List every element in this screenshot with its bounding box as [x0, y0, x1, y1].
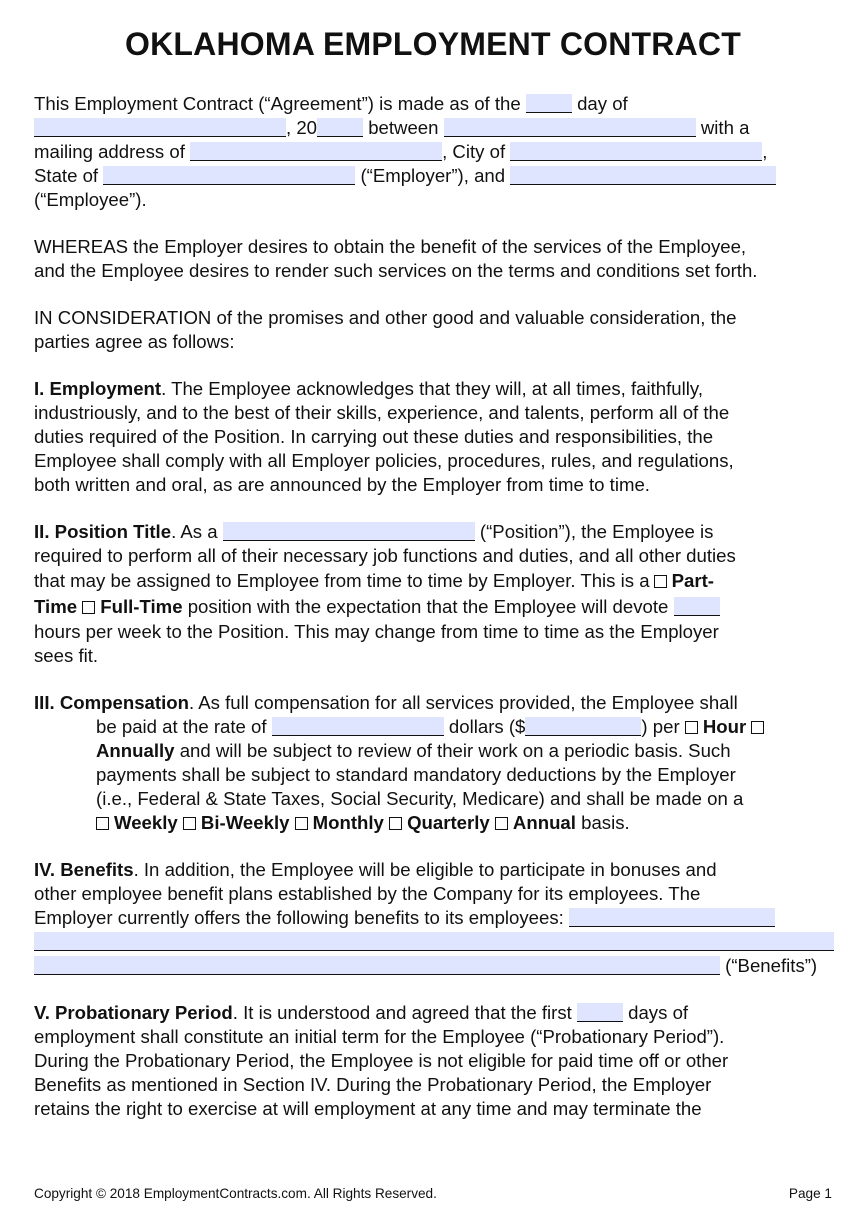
position-field[interactable] — [223, 522, 475, 541]
section-employment-line — [34, 377, 834, 401]
section-employment-line: both written and oral, as are announced by the Employer from time to time. — [34, 474, 650, 495]
quarterly-checkbox[interactable] — [389, 817, 402, 830]
intro-text: , — [762, 141, 768, 162]
section-employment-line: industriously, and to the best of their skills, experience, and talents, perform all of the — [34, 402, 730, 423]
state-field[interactable] — [103, 166, 355, 185]
section-position-line: sees fit. — [34, 645, 99, 666]
section-compensation-line — [34, 691, 834, 715]
weekly-label: Weekly — [114, 812, 178, 833]
copyright-text: Copyright © 2018 EmploymentContracts.com. All Rights Reserved. — [34, 1186, 437, 1201]
section-heading: IV. Benefits — [34, 859, 134, 880]
section-text: position with the expectation that the Employee will devote — [187, 596, 669, 617]
probation-days-field[interactable] — [577, 1003, 623, 1022]
section-text: dollars ($ — [448, 716, 526, 737]
intro-line-1 — [34, 92, 834, 116]
section-benefits-line — [34, 906, 834, 930]
intro-line-2 — [34, 116, 834, 140]
section-heading: V. Probationary Period — [34, 1002, 233, 1023]
intro-text: State of — [34, 165, 99, 186]
month-field[interactable] — [34, 118, 286, 137]
section-text: . As a — [171, 521, 218, 542]
section-compensation-line — [34, 739, 834, 763]
section-benefits-line: other employee benefit plans established by the Company for its employees. The — [34, 883, 701, 904]
section-compensation-line — [34, 715, 834, 739]
city-field[interactable] — [510, 142, 762, 161]
biweekly-checkbox[interactable] — [183, 817, 196, 830]
section-position-line — [34, 568, 834, 594]
section-position-line: required to perform all of their necessary job functions and duties, and all other duties — [34, 545, 736, 566]
year-field[interactable] — [317, 118, 363, 137]
section-compensation-line: payments shall be subject to standard mandatory deductions by the Employer — [96, 764, 736, 785]
contract-body — [34, 92, 834, 1121]
part-time-label: Time — [34, 596, 78, 617]
section-text: basis. — [581, 812, 630, 833]
intro-text: , 20 — [286, 117, 318, 138]
intro-text: This Employment Contract (“Agreement”) is made as of the — [34, 93, 521, 114]
section-probation-line: During the Probationary Period, the Employee is not eligible for paid time off or other — [34, 1050, 729, 1071]
mailing-address-field[interactable] — [190, 142, 442, 161]
section-text: ) per — [641, 716, 680, 737]
section-position-line: hours per week to the Position. This may change from time to time as the Employer — [34, 621, 719, 642]
part-time-checkbox[interactable] — [654, 575, 667, 588]
benefits-field[interactable] — [34, 932, 834, 951]
full-time-checkbox[interactable] — [82, 601, 95, 614]
rate-words-field[interactable] — [272, 717, 444, 736]
intro-line-3 — [34, 140, 834, 164]
section-employment-line: Employee shall comply with all Employer policies, procedures, rules, and regulations, — [34, 450, 734, 471]
annual-checkbox[interactable] — [495, 817, 508, 830]
weekly-checkbox[interactable] — [96, 817, 109, 830]
quarterly-label: Quarterly — [407, 812, 490, 833]
consideration-line: IN CONSIDERATION of the promises and other good and valuable consideration, the — [34, 307, 737, 328]
section-probation-line — [34, 1001, 834, 1025]
section-text: days of — [628, 1002, 689, 1023]
benefits-field[interactable] — [34, 956, 720, 975]
monthly-checkbox[interactable] — [295, 817, 308, 830]
section-probation-line: Benefits as mentioned in Section IV. During the Probationary Period, the Employer — [34, 1074, 712, 1095]
section-text: . As full compensation for all services provided, the Employee shall — [188, 692, 738, 713]
page-footer — [34, 1186, 832, 1206]
monthly-label: Monthly — [312, 812, 384, 833]
part-time-label: Part- — [671, 570, 714, 591]
section-compensation-line — [34, 811, 834, 835]
benefits-field[interactable] — [569, 908, 775, 927]
intro-text: (“Employee”). — [34, 189, 147, 210]
whereas-line: WHEREAS the Employer desires to obtain the benefit of the services of the Employee, — [34, 236, 747, 257]
section-compensation-line: (i.e., Federal & State Taxes, Social Security, Medicare) and shall be made on a — [96, 788, 744, 809]
intro-text: (“Employer”), and — [360, 165, 506, 186]
hour-label: Hour — [702, 716, 747, 737]
intro-line-5 — [34, 188, 834, 212]
employee-name-field[interactable] — [510, 166, 776, 185]
section-benefits-line — [34, 858, 834, 882]
section-text: that may be assigned to Employee from time to time by Employer. This is a — [34, 570, 650, 591]
consideration-line: parties agree as follows: — [34, 331, 235, 352]
section-probation-line: employment shall constitute an initial term for the Employee (“Probationary Period”). — [34, 1026, 725, 1047]
section-benefits-line — [34, 954, 834, 978]
full-time-label: Full-Time — [100, 596, 183, 617]
hour-checkbox[interactable] — [685, 721, 698, 734]
section-probation-line: retains the right to exercise at will employment at any time and may terminate the — [34, 1098, 702, 1119]
section-text: and will be subject to review of their work on a periodic basis. Such — [179, 740, 731, 761]
annually-label: Annually — [96, 740, 175, 761]
whereas-line: and the Employee desires to render such services on the terms and conditions set forth. — [34, 260, 758, 281]
employer-name-field[interactable] — [444, 118, 696, 137]
section-text: (“Position”), the Employee is — [479, 521, 714, 542]
hours-per-week-field[interactable] — [674, 597, 720, 616]
section-text: be paid at the rate of — [96, 716, 267, 737]
intro-text: mailing address of — [34, 141, 185, 162]
section-text: (“Benefits”) — [725, 955, 818, 976]
section-text: . It is understood and agreed that the first — [232, 1002, 572, 1023]
section-heading: I. Employment — [34, 378, 162, 399]
section-position-line — [34, 594, 834, 620]
section-heading: II. Position Title — [34, 521, 172, 542]
section-position-line — [34, 520, 834, 544]
biweekly-label: Bi-Weekly — [200, 812, 290, 833]
page-number: Page 1 — [788, 1186, 832, 1201]
document-title: OKLAHOMA EMPLOYMENT CONTRACT — [125, 26, 741, 62]
section-text: . In addition, the Employee will be eligible to participate in bonuses and — [133, 859, 717, 880]
intro-text: with a — [700, 117, 750, 138]
rate-amount-field[interactable] — [525, 717, 641, 736]
annually-checkbox[interactable] — [751, 721, 764, 734]
section-employment-line: duties required of the Position. In carrying out these duties and responsibilities, the — [34, 426, 714, 447]
intro-text: , City of — [442, 141, 506, 162]
section-text: Employer currently offers the following benefits to its employees: — [34, 907, 564, 928]
intro-line-4 — [34, 164, 834, 188]
day-field[interactable] — [526, 94, 572, 113]
section-heading: III. Compensation — [34, 692, 189, 713]
section-text: . The Employee acknowledges that they will, at all times, faithfully, — [161, 378, 703, 399]
section-benefits-line — [34, 930, 834, 954]
intro-text: day of — [577, 93, 628, 114]
annual-label: Annual — [512, 812, 576, 833]
intro-text: between — [368, 117, 439, 138]
